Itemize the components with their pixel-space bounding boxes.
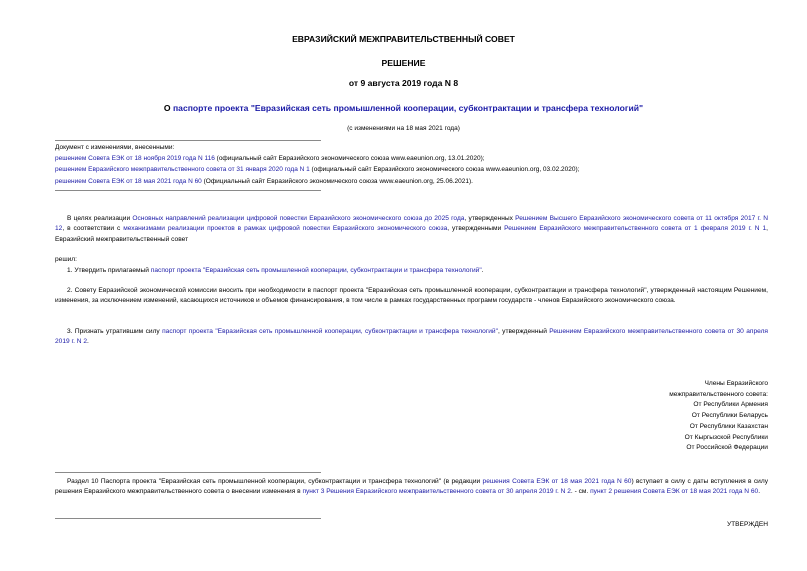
signature-line: От Кыргызской Республики <box>684 433 768 441</box>
text: . <box>758 488 761 496</box>
text: 1. Утвердить прилагаемый <box>67 267 151 274</box>
item-1 <box>55 266 768 276</box>
text: . - см. <box>570 488 591 496</box>
text: , Евразийский межправительственный совет <box>55 225 768 243</box>
passport-link[interactable]: паспорт проекта "Евразийская сеть промышленной кооперации, субконтрактации и трансфера технологий" <box>150 267 482 274</box>
signature-line: Члены Евразийского <box>704 380 768 387</box>
text: , в соответствии с <box>62 225 124 233</box>
divider <box>55 190 321 191</box>
digital-agenda-link[interactable]: Основных направлений реализации цифровой повестки Евразийского экономического союза до 2025 года <box>132 215 465 222</box>
old-passport-link[interactable]: паспорт проекта "Евразийская сеть промышленной кооперации, субконтрактации и трансфера технологий" <box>162 328 498 335</box>
intergovernmental-decision-link[interactable]: Решением Евразийского межправительственного совета от 1 февраля 2019 г. N 1 <box>504 225 767 233</box>
signature-line: межправительственного совета: <box>669 390 768 398</box>
organization-heading: ЕВРАЗИЙСКИЙ МЕЖПРАВИТЕЛЬСТВЕННЫЙ СОВЕТ <box>292 34 515 44</box>
change-link[interactable]: решением Совета ЕЭК от 18 ноября 2019 года N 116 <box>55 155 215 163</box>
change-item <box>55 164 775 175</box>
text: В целях реализации <box>67 215 133 222</box>
divider <box>55 472 321 473</box>
change-text: (официальный сайт Евразийского экономического союза www.eaeunion.org, 13.01.2020); <box>214 155 485 163</box>
changes-block <box>55 142 775 187</box>
text: Раздел 10 Паспорта проекта "Евразийская сеть промышленной кооперации, субконтрактации и трансфера технологий" (в редакции <box>67 478 483 485</box>
item-2: 2. Совету Евразийской экономической комиссии вносить при необходимости в паспорт проекта "Евразийская сеть промышленной кооперации, субконтрактации и трансфера технологий", утвержденный настоящим Решением, изменения, за исключением изменений, касающихся источников и объемов финансирования, в том числе в рамках государственных программ государств - членов Евразийского экономического союза. <box>55 287 768 305</box>
divider <box>55 518 321 519</box>
footnote-point3-link[interactable]: пункт 3 Решения Евразийского межправительственного совета от 30 апреля 2019 г. N 2 <box>302 488 571 496</box>
footnote-point2-link[interactable]: пункт 2 решения Совета ЕЭК от 18 мая 2021 года N 60 <box>590 488 759 496</box>
change-item <box>55 153 775 164</box>
change-text: (официальный сайт Евразийского экономического союза www.eaeunion.org, 03.02.2020); <box>309 166 580 174</box>
approved-label: УТВЕРЖДЕН <box>726 521 768 528</box>
preamble-paragraph <box>55 214 768 245</box>
supreme-council-decision-link[interactable]: Решением Высшего Евразийского экономического совета от 11 октября 2017 г. N 12 <box>55 215 768 233</box>
passport-title-link[interactable]: паспорте проекта "Евразийская сеть промышленной кооперации, субконтрактации и трансфера технологий" <box>172 103 644 113</box>
signature-line: От Республики Казахстан <box>689 422 768 430</box>
text: . <box>481 267 484 274</box>
revision-note: (с изменениями на 18 мая 2021 года) <box>347 125 460 132</box>
change-link[interactable]: решением Совета ЕЭК от 18 мая 2021 года N 60 <box>55 177 202 185</box>
footnote <box>55 477 768 498</box>
text: ) вступает в силу с даты вступления в силу решения Евразийского межправительственного совета о внесении изменения в <box>55 478 768 496</box>
text: , утвержденными <box>447 225 505 233</box>
change-item <box>55 176 775 187</box>
text: . <box>87 338 89 346</box>
text: , утвержденный <box>497 328 550 335</box>
document-date-number: от 9 августа 2019 года N 8 <box>348 78 459 88</box>
divider <box>55 140 321 141</box>
item-3 <box>55 327 768 348</box>
title-prefix: О <box>163 103 173 113</box>
text: 3. Признать утратившим силу <box>67 328 163 335</box>
mechanisms-link[interactable]: механизмами реализации проектов в рамках цифровой повестки Евразийского экономического союза <box>123 225 448 233</box>
change-link[interactable]: решением Евразийского межправительственного совета от 31 января 2020 года N 1 <box>55 166 310 174</box>
decision-n2-link[interactable]: Решением Евразийского межправительственного совета от 30 апреля 2019 г. N 2 <box>55 328 768 346</box>
document-title <box>0 103 807 113</box>
signature-line: От Республики Армения <box>693 401 768 409</box>
signature-line: От Российской Федерации <box>686 444 768 452</box>
changes-intro: Документ с изменениями, внесенными: <box>55 144 175 151</box>
resolved-label: решил: <box>55 256 77 263</box>
footnote-decision-link[interactable]: решения Совета ЕЭК от 18 мая 2021 года N 60 <box>482 478 632 485</box>
signature-line: От Республики Беларусь <box>691 412 768 420</box>
change-text: (Официальный сайт Евразийского экономического союза www.eaeunion.org, 25.06.2021). <box>201 177 473 185</box>
document-type: РЕШЕНИЕ <box>381 58 426 68</box>
text: , утвержденных <box>464 215 516 222</box>
signatures-block <box>500 379 768 454</box>
